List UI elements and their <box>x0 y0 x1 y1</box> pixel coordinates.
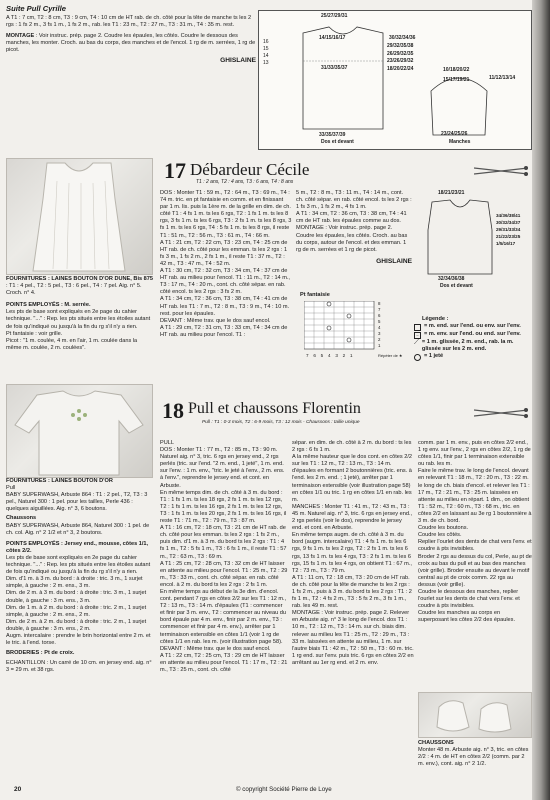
circle-yarn-over-icon <box>414 354 421 361</box>
florentin-sizes: Pull : T1 : 0-3 mois, T2 : 6-9 mois, T3 : 12 mois - Chaussons : taille unique <box>202 420 360 425</box>
cyr-left-numbers: 16 15 14 13 <box>263 39 269 66</box>
cyr-right-values: 29/32/35/38 26/29/32/35 23/26/29/32 18/20/22/24 <box>387 43 414 72</box>
chaussons-block <box>418 740 532 768</box>
cyr-caption-sleeve: Manches <box>449 139 471 145</box>
florentin-photo <box>6 384 153 478</box>
florentin-pull-column: PULL DOS : Monter T1 : 77 m., T2 : 85 m., T3 : 90 m. Naturel aig. n° 3, tric. 6 rgs en jersey end., 2 rgs perlés (tric. sur l'end. "2 m. end., 1 jeté", 1 m. end. sur l'env. : 1 m. env., "tric. le jeté à l'env., 2 m. ens. à l'env.", reprendre le jersey end. et cont. en Arbuste. En même temps dim. de ch. côté à 3 m. du bord : T1 : 1 fs 1 m. ts les 18 rgs, 2 fs 1 m. ts les 12 rgs, T2 : 1 fs 1 m. ts les 16 rgs, 2 fs 1 m. ts les 12 rgs, T3 : 1 fs 1 m. ts les 20 rgs, 2 fs 1 m. ts les 16 rgs, il reste T1 : 71 m., T2 : 79 m., T3 : 87 m. A T1 : 16 cm, T2 : 18 cm, T3 : 21 cm de HT rab. de ch. côté pour les emman. ts les 2 rgs : 1 fs 2 m., puis dim. d'1 m. à 3 m. du bord ts les 2 rgs : T1 : 4 fs 1 m., T2 : 5 fs 1 m., T3 : 6 fs 1 m., il reste T1 : 57 m., T2 : 63 m., T3 : 69 m. A T1 : 25 cm, T2 : 28 cm, T3 : 32 cm de HT laisser en attente au milieu pour l'encol. T1 : 25 m., T2 : 29 m., T3 : 33 m., cont. ch. côté sépar. en rab. côté encol. à 2 m. du bord ts les 2 rgs : 2 fs 1 m. En même temps au début de la 3e dim. d'encol. cont. pendant 7 rgs en côtes 2/2 sur les T1 : 12 m., T2 : 13 m., T3 : 14 m. d'épaules (T1 : commencer et finir par 3 m. env., T2 : commencer au niveau du bord épaule par 4 m. env., finir par 2 m. env., T3 : commencer et finir par 4 m. env.), arrêter par 1 terminaison extensible en côtes 1/1 (voir 1 rg de côtes 1/1 en rab. les m. (voir illustration page 58). DEVANT : Même trav. que le dos sauf encol. A T1 : 22 cm, T2 : 25 cm, T3 : 29 cm de HT laisser en attente au milieu pour l'encol. T1 : 17 m., T2 : 21 m., T3 : 25 m., cont. ch. côté <box>160 440 288 673</box>
grid-row-numbers: 8 7 6 5 4 3 2 1 <box>378 301 381 348</box>
cyr-right-top: 30/32/34/36 <box>389 35 416 41</box>
florentin-title: Pull et chaussons Florentin <box>188 400 361 417</box>
slip-decrease-icon: ⟋ <box>414 339 419 347</box>
cecile-signature: GHISLAINE <box>376 257 412 265</box>
cecile-number: 17 <box>164 158 186 183</box>
florentin-points: Les pts de base sont expliqués en 2e page du cahier technique. "..." : Rep. les pts situés entre les étoiles autant de fois qu'indiqué ou jusqu'à la fin du rg s'il n'y a rien. <box>6 554 151 576</box>
cecile-dos-column: DOS : Monter T1 : 59 m., T2 : 64 m., T3 : 69 m., T4 : 74 m. tric. en pt fantaisie en comm. et en finissant par 1 m. lis. puis la 1ère m. de la grille en dim. de ch. côté T1 : 4 fs 1 m. ts les 6 rgs, T2 : 1 fs 1 m. ts les 8 rgs, 3 fs 1 m. ts les 6 rgs, T3 : 2 fs 1 m. ts les 8 rgs, 3 fs 1 m. ts les 6 rgs, T4 : 5 fs 1 m. ts les 8 rgs, il reste T1 : 51 m., T2 : 56 m., T3 : 61 m., T4 : 66 m. A T1 : 21 cm, T2 : 22 cm, T3 : 23 cm, T4 : 25 cm de HT rab. de ch. côté pour les emman. ts les 2 rgs : 1 fs 3 m., 1 fs 2 m., 2 fs 1 m., il reste T1 : 37 m., T2 : 42 m., T3 : 47 m., T4 : 52 m. A T1 : 30 cm, T2 : 32 cm, T3 : 34 cm, T4 : 37 cm de HT rab. au milieu pour l'encol. T1 : 11 m., T2 : 14 m., T3 : 17 m., T4 : 20 m., cont. ch. côté sépar. en rab. côté encol. ts les 2 rgs : 3 fs 2 m. A T1 : 34 cm, T2 : 36 cm, T3 : 38 cm, T4 : 41 cm de HT rab. les T1 : 7 m., T2 : 8 m., T3 : 9 m., T4 : 10 m. rest. pour les épaules. DEVANT : Même trav. que le dos sauf encol. A T1 : 29 cm, T2 : 31 cm, T3 : 33 cm, T4 : 34 cm de HT rab. au milieu pour l'encol. T1 : <box>160 190 292 338</box>
florentin-col4-text: comm. par 1 m. env., puis en côtes 2/2 end., 1 rg env. sur l'env., 2 rgs en côtes 2/2, 1 rg de côtes 1/1, finir par 1 terminaison extensible ou rab. les m. Faire le même trav. le long de l'encol. devant en relevant T1 : 18 m., T2 : 20 m., T3 : 22 m. le long de ch. biais d'encol. et relever les T1 : 17 m., T2 : 21 m., T3 : 25 m. laissées en attente au milieu en répart. 1 dim., on obtient T1 : 52 m., T2 : 60 m., T3 : 68 m., tric. en côtes 2/2 en laissant au 3e rg 1 boutonnière à 3 m. de ch. bord. Coudre les boutons. Coudre les côtés. Replier l'ourlet des dents de chat vers l'env. et coudre à pts invisibles. Broder 2 rgs au dessus du col, Perle, au pt de croix au bas du pull et au bas des manches (voir grille). Broder ensuite au devant le motif central au pt de croix comm. 22 rgs au dessus (voir grille). Coudre le dessous des manches, replier l'ourlet sur les dents de chat vers l'env. et coudre à pts invisibles. Coudre les manches au corps en superposant les côtes 2/2 des épaules. <box>418 440 532 624</box>
legend-item-knit: = m. end. sur l'end. ou env. sur l'env. <box>414 323 532 331</box>
grid-title: Pt fantaisie <box>300 292 330 298</box>
florentin-broderies: BRODERIES : Pt de croix. <box>6 650 75 657</box>
cecile-diag-right: 34/36/38/41 30/32/34/37 29/31/33/34 21/22/23/25 1/5/16/17 <box>496 213 521 246</box>
booties-image <box>419 693 531 737</box>
cecile-left-col <box>6 276 154 352</box>
cecile-diag-caption: Dos et devant <box>440 283 473 289</box>
grid-repeat: Répéter de ★ <box>378 353 403 358</box>
cecile-diagram <box>414 190 530 290</box>
cecile-diag-bottom: 32/34/36/38 <box>438 276 465 282</box>
cyrille-montage: MONTAGE : Voir instruc. prép. page 2. Coudre les épaules, les côtés. Coudre le dessous des manches, les monter. Croch. au bas du corps, des manches et de l'encol. 1 rg de m. serrées, 1 rg de picot. <box>6 33 256 54</box>
copyright: © copyright Société Pierre de Loye <box>236 786 332 793</box>
cecile-col3 <box>296 190 412 265</box>
grid-col-numbers: 7 6 5 4 3 2 1 <box>306 353 353 358</box>
cecile-col3-text: 5 m., T2 : 8 m., T3 : 11 m., T4 : 14 m., cont. ch. côté sépar. en rab. côté encol. ts les 2 rgs : 1 fs 3 m., 1 fs 2 m., 4 fs 1 m. A T1 : 34 cm, T2 : 36 cm, T3 : 38 cm, T4 : 41 cm de HT rab. les épaules comme au dos. MONTAGE : Voir instruc. prép. page 2. Coudre les épaules, les côtés. Croch. au bas du corps, autour de l'encol. et des emman. 1 rg de m. serrées et 1 rg de picot. <box>296 190 412 253</box>
cyr-inner: 31/33/35/37 <box>321 65 348 71</box>
cyr-sleeve-bottom: 23/24/25/26 <box>441 131 468 137</box>
legend-item-yo: = 1 jeté <box>414 353 532 361</box>
cecile-sizes: T1 : 2 ans, T2 : 4 ans, T3 : 6 ans, T4 : 8 ans <box>196 179 294 185</box>
chaussons-label: CHAUSSONS <box>418 740 454 746</box>
cyr-sleeve-side: 11/12/13/14 <box>489 75 516 81</box>
cecile-photo <box>6 158 153 275</box>
cyr-caption-front: Dos et devant <box>321 139 354 145</box>
square-empty-icon <box>414 324 421 331</box>
cyr-sleeve-inner: 15/17/19/21 <box>443 77 470 83</box>
cyrille-signature: GHISLAINE <box>220 57 256 65</box>
cecile-fournitures: FOURNITURES : LAINES BOUTON D'OR DUNE, Bis 875 : T1 : 4 pel., T2 : 5 pel., T3 : 6 pel., T4 : 7 pel. Aig. n° 5. Croch. n° 4. <box>6 276 153 297</box>
grid-svg <box>304 301 376 351</box>
cyrille-title: Suite Pull Cyrille <box>6 4 66 13</box>
cyrille-section <box>6 4 256 64</box>
cecile-points: POINTS EMPLOYÉS : M. serrée. Les pts de base sont expliqués en 2e page du cahier technique. "..." : Rep. les pts situés entre les étoiles autant de fois qu'indiqué ou jusqu'à la fin du rg s'il n'y a rien. <box>6 302 151 330</box>
needles-icon <box>474 164 528 178</box>
page-number: 20 <box>14 786 22 793</box>
florentin-fournitures-label: FOURNITURES : LAINES BOUTON D'OR <box>6 478 113 484</box>
florentin-dims: Dim. d'1 m. à 3 m. du bord : à droite : tric. 3 m., 1 surjet simple, à gauche : 2 m. ens., 3 m. Dim. de 2 m. à 3 m. du bord : à droite : tric. 3 m., 1 surjet double, à gauche : 3 m. ens., 3 m. Dim. de 1 m. à 2 m. du bord : à droite : tric. 2 m., 1 surjet simple, à gauche : 2 m. ens., 2 m. Dim. de 2 m. à 2 m. du bord : à droite : tric. 2 m., 1 surjet double, à gauche : 3 m. ens., 2 m. Augm. intercalaire : prendre le brin horizontal entre 2 m. et le tric. à l'end. torse. <box>6 576 151 647</box>
florentin-chaussons-label: Chaussons <box>6 515 37 522</box>
cyr-top: 25/27/29/31 <box>321 13 348 19</box>
florentin-chaussons: BABY SUPERWASH, Arbuste 864, Naturel 300 : 1 pel. de ch. col. Aig. n° 2 1/2 et n° 3, 2 boutons. <box>6 522 150 536</box>
florentin-number: 18 <box>162 398 184 423</box>
legend-item-slip: ⟋ = 1 m. glissée, 2 m. end., rab. la m. glissée sur les 2 m. end. <box>414 339 514 353</box>
florentin-left-col <box>6 478 154 674</box>
cecile-title: Débardeur Cécile <box>190 160 310 179</box>
cecile-header <box>156 158 532 186</box>
legend-title: Légende : <box>422 316 449 322</box>
florentin-col3: sépar. en dim. de ch. côté à 2 m. du bord : ts les 2 rgs : 6 fs 1 m. A la même hauteur que le dos cont. en côtes 2/2 sur les T1 : 12 m., T2 : 13 m., T3 : 14 m. d'épaules en formant 2 boutonnières (tric. ens. à l'end. les 2 m. end. ; 1 jeté), arrêter par 1 terminaison extensible (voir illustration page 58) en côtes 1/1 ou tric. 1 rg en côtes 1/1 en rab. les m. MANCHES : Monter T1 : 41 m., T2 : 43 m., T3 : 45 m. Naturel aig. n° 3, tric. 6 rgs en jersey end., 2 rgs perlés (voir le dos), reprendre le jersey end. et cont. en Arbuste. En même temps augm. de ch. côté à 3 m. du bord (augm. intercalaire) T1 : 4 fs 1 m. ts les 6 rgs, 9 fs 1 m. ts les 2 rgs, T2 : 2 fs 1 m. ts les 6 rgs, 13 fs 1 m. ts les 4 rgs, T3 : 2 fs 1 m. ts les 6 rgs, 15 fs 1 m. ts les 4 rgs, on obtient T1 : 67 m., T2 : 73 m., T3 : 79 m. A T1 : 11 cm, T2 : 18 cm, T3 : 20 cm de HT rab. de ch. côté pour la tête de manche ts les 2 rgs : 1 fs 2 m., puis à 3 m. du bord ts les 2 rgs : T1 : 2 fs 1 m., T2 : 4 fs 2 m., T3 : 5 fs 2 m., 3 fs 1 m., rab. les 49 m. rest. MONTAGE : Voir instruc. prép. page 2. Relever en Arbuste aig. n° 3 le long de l'encol. dos T1 : 10 m., T2 : 12 m., T3 : 14 m. sur ch. biais dim. relever au milieu les T1 : 25 m., T2 : 29 m., T3 : 33 m. laissées en attente au milieu, 1 m. sur l'autre biais T1 : 42 m., T2 : 50 m., T3 : 60 m. tric. 1 rg end. sur l'env. puis tric. 6 rgs en côtes 2/2 en arrêtant au 1er rg end. et 2 m. env. <box>292 440 414 666</box>
florentin-echantillon: ECHANTILLON : Un carré de 10 cm. en jersey end. aig. n° 3 = 29 m. et 38 rgs. <box>6 660 152 674</box>
cyr-sleeve-top: 10/18/20/22 <box>443 67 470 73</box>
cyr-top2: 14/15/16/17 <box>319 35 346 41</box>
sweater-image <box>7 385 152 477</box>
florentin-header <box>156 392 532 424</box>
cyrille-intro: A T1 : 7 cm, T2 : 8 cm, T3 : 9 cm, T4 : 10 cm de HT rab. de ch. côté pour la tête de manche ts les 2 rgs : 1 fs 2 m., 3 fs 1 m., 1 fs 2 m., rab. les T1 : 23 m., T2 : 27 m., T3 : 31 m., T4 : 35 m. rest. <box>6 15 252 29</box>
sleeve-outline <box>431 78 487 135</box>
florentin-col4 <box>418 440 532 624</box>
body-outline <box>303 27 383 129</box>
needles-icon <box>474 406 528 420</box>
florentin-points-label: POINTS EMPLOYÉS : Jersey end., mousse, côtes 1/1, côtes 2/2. <box>6 540 149 554</box>
square-dash-icon: – <box>414 332 421 339</box>
top-garment-image <box>7 159 152 274</box>
cecile-fantaisie: Pt fantaisie : voir grille. <box>6 330 63 337</box>
cyr-bottom: 33/35/37/39 <box>319 132 346 138</box>
cecile-picot: Picot : "1 m. coulée, 4 m. en l'air, 1 m. coulée dans la même m. coulée, 2 m. coulées". <box>6 337 138 351</box>
legend-item-purl: – = m. env. sur l'end. ou end. sur l'env. <box>414 331 532 339</box>
page-spine <box>532 0 550 800</box>
florentin-fournitures: Pull BABY SUPERWASH, Arbuste 864 : T1 : 2 pel., T2, T3 : 3 pel., Naturel 300 : 1 pel. pour les tailles, Perle 436 : quelques aiguillées. Aig. n° 3, 6 boutons. <box>6 485 148 513</box>
legend <box>414 316 532 361</box>
chaussons-text: Monter 48 m. Arbuste aig. n° 3, tric. en côtes 2/2 : 4 m. de HT en côtes 2/2 (comm. par 2 m. env.), cont. aig. n° 2 1/2. <box>418 747 529 768</box>
pattern-grid <box>300 292 412 366</box>
booties-photo <box>418 692 532 738</box>
cyrille-diagram <box>258 10 532 150</box>
cecile-diag-top: 18/21/23/21 <box>438 190 465 196</box>
